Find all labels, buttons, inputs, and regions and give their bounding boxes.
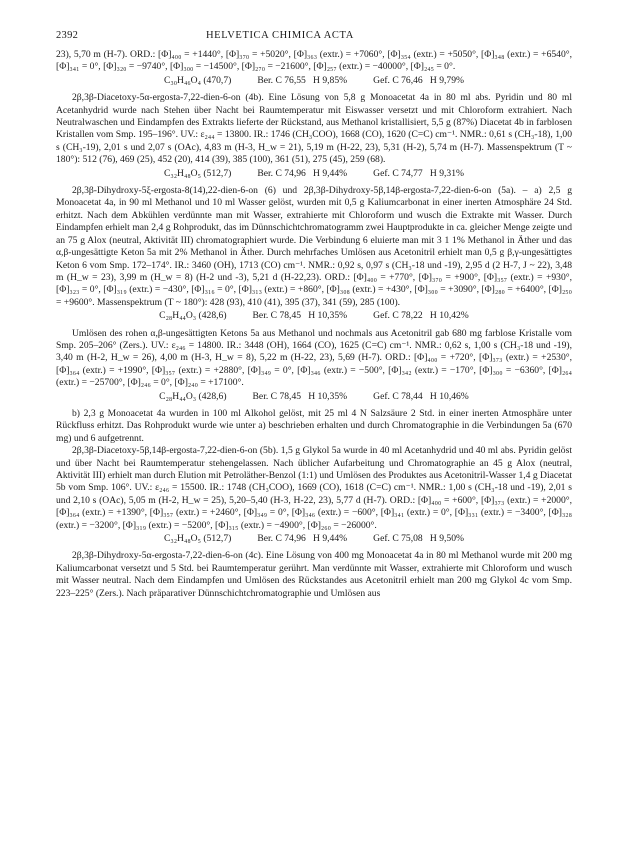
found-values: Gef. C 74,77 H 9,31%	[373, 167, 465, 179]
elemental-analysis	[56, 168, 572, 180]
body-paragraph: 2β,3β-Dihydroxy-5ξ-ergosta-8(14),22-dien-6-on (6) und 2β,3β-Dihydroxy-5β,14β-ergosta-7,22-dien-6-on (5a). – a) 2,5 g Monoacetat 4a, in 90 ml Methanol und 10 ml Wasser gelöst, wurden mit 0,5 g Kaliumcarbonat in einer inerten Atmosphäre 24 Std. erhitzt. Nach dem Abkühlen verdünnte man mit Wasser, extrahierte mit Chloroform und wusch die Extrakte mit Wasser. Durch Eindampfen erhielt man 2,4 g Rohprodukt, das im Dünnschichtchromatogramm zwei Hauptprodukte in ca. gleicher Menge zeigte und an 75 g Alox (neutral, Aktivität III) chromatographiert wurde. Die Verbindung 6 eluierte man mit 3 1 1% Methanol in Äther und das α,β-ungesättigte Keton 5a mit 2% Methanol in Äther. Durch mehrfaches Umlösen aus Acetonitril erhielt man 0,5 g β,γ-ungesättigtes Keton 6 vom Smp. 172–174°. IR.: 3460 (OH), 1713 (CO) cm⁻¹. NMR.: 0,92 s, 0,97 s (CH₃-18 und -19), 2,95 d (2 H-7, J ~ 22), 3,48 m (H_w = 23), 3,99 m (H_w = 8) (H-2 und -3), 5,21 d (H-22,23). ORD.: [Φ]₄₀₀ = +770°, [Φ]₃₇₀ = +900°, [Φ]₃₅₇ (extr.) = +930°, [Φ]₃₂₃ = 0°, [Φ]₃₁₉ (extr.) = −430°, [Φ]₃₁₆ = 0°, [Φ]₃₁₃ (extr.) = +860°, [Φ]₃₀₈ (extr.) = +430°, [Φ]₃₀₀ = +3090°, [Φ]₂₈₀ = +6400°, [Φ]₂₅₀ = +9600°. Massenspektrum (T ~ 180°): 428 (93), 410 (41), 395 (37), 341 (59), 285 (100).	[56, 185, 572, 308]
elemental-analysis	[56, 391, 572, 403]
body-text	[56, 49, 572, 600]
found-values: Gef. C 75,08 H 9,50%	[373, 533, 465, 545]
calculated-values: Ber. C 74,96 H 9,44%	[257, 533, 348, 545]
body-paragraph: 2β,3β-Diacetoxy-5α-ergosta-7,22-dien-6-on (4b). Eine Lösung von 5,8 g Monoacetat 4a in 80 ml abs. Pyridin und 80 ml Acetanhydrid wurde nach Stehen über Nacht bei Raumtemperatur mit Eiswasser versetzt und mit Chloroform extrahiert. Nach Neutralwaschen und Eindampfen des Extrakts lieferte der Rückstand, aus Methanol kristallisiert, 5,5 g (87%) Diacetat 4b in farblosen Kristallen vom Smp. 195–196°. UV.: ε₂₄₄ = 13800. IR.: 1746 (CH₃COO), 1668 (CO), 1620 (C=C) cm⁻¹. NMR.: 0,61 s (CH₃-18), 1,00 s (CH₃-19), 2,01 s und 2,07 s (OAc), 4,83 m (H-3, H_w = 21), 5,19 m (H-22, 23), 5,31 (H-2), 5,74 m (H-7). Massenspektrum (T ~ 180°): 512 (76), 469 (25), 452 (20), 414 (39), 385 (100), 361 (51), 275 (45), 259 (68).	[56, 92, 572, 166]
elemental-analysis	[56, 533, 572, 545]
molecular-formula: C₂₈H₄₄O₃ (428,6)	[159, 390, 227, 402]
molecular-formula: C₃₂H₄₈O₅ (512,7)	[163, 167, 232, 179]
running-header	[56, 30, 572, 41]
calculated-values: Ber. C 78,45 H 10,35%	[252, 310, 348, 322]
body-paragraph: b) 2,3 g Monoacetat 4a wurden in 100 ml Alkohol gelöst, mit 25 ml 4 N Salzsäure 2 Std. in einer inerten Atmosphäre unter Rückfluss erhitzt. Das Rohprodukt wurde wie unter a) beschrieben erhalten und durch Chromatographie in die Verbindungen 5a (670 mg) und 6 aufgetrennt.	[56, 407, 572, 444]
calculated-values: Ber. C 78,45 H 10,35%	[252, 390, 348, 402]
molecular-formula: C₂₈H₄₄O₃ (428,6)	[159, 310, 227, 322]
body-paragraph: 2β,3β-Dihydroxy-5α-ergosta-7,22-dien-6-on (4c). Eine Lösung von 400 mg Monoacetat 4a in 80 ml Methanol wurde mit 200 mg Kaliumcarbonat versetzt und 5 Std. bei Raumtemperatur gerührt. Man verdünnte mit Wasser, extrahierte mit Chloroform und wusch mit Wasser neutral. Nach dem Eindampfen und Umlösen des Rückstandes aus Acetonitril erhielt man 200 mg Glykol 4c vom Smp. 223–225° (Zers.). Nach präparativer Dünnschichtchromatographie und Umlösen aus	[56, 550, 572, 599]
body-paragraph: Umlösen des rohen α,β-ungesättigten Ketons 5a aus Methanol und nochmals aus Acetonitril gab 680 mg farblose Kristalle vom Smp. 205–206° (Zers.). UV.: ε₂₄₆ = 14800. IR.: 3448 (OH), 1664 (CO), 1625 (C=C) cm⁻¹. NMR.: 0,62 s, 1,00 s (CH₃-18 und -19), 3,40 m (H-2, H_w = 26), 4,00 m (H-3, H_w = 8), 5,22 m (H-22, 23), 5,69 (H-7). ORD.: [Φ]₄₀₀ = +720°, [Φ]₃₇₃ (extr.) = +2530°, [Φ]₃₆₄ (extr.) = +1990°, [Φ]₃₅₇ (extr.) = +2880°, [Φ]₃₄₉ = 0°, [Φ]₃₄₆ (extr.) = −500°, [Φ]₃₄₂ (extr.) = −170°, [Φ]₃₀₀ = −6360°, [Φ]₂₆₄ (extr.) = −25700°, [Φ]₂₄₆ = 0°, [Φ]₂₄₀ = +17100°.	[56, 327, 572, 389]
body-paragraph: 23), 5,70 m (H-7). ORD.: [Φ]₄₀₀ = +1440°, [Φ]₃₇₀ = +5020°, [Φ]₃₆₃ (extr.) = +7060°, [Φ]₃₅₄ (extr.) = +5050°, [Φ]₃₄₈ (extr.) = +6540°, [Φ]₃₄₁ = 0°, [Φ]₃₂₀ = −9740°, [Φ]₃₀₀ = −14500°, [Φ]₂₇₀ = −21600°, [Φ]₂₅₇ (extr.) = −40000°, [Φ]₂₄₅ = 0°.	[56, 49, 572, 73]
molecular-formula: C₃₂H₄₈O₅ (512,7)	[163, 533, 232, 545]
molecular-formula: C₃₀H₄₆O₄ (470,7)	[163, 74, 232, 86]
calculated-values: Ber. C 74,96 H 9,44%	[257, 167, 348, 179]
found-values: Gef. C 78,22 H 10,42%	[373, 310, 469, 322]
elemental-analysis	[56, 75, 572, 87]
calculated-values: Ber. C 76,55 H 9,85%	[257, 74, 348, 86]
found-values: Gef. C 78,44 H 10,46%	[373, 390, 469, 402]
body-paragraph: 2β,3β-Diacetoxy-5β,14β-ergosta-7,22-dien-6-on (5b). 1,5 g Glykol 5a wurde in 40 ml Acetanhydrid und 40 ml abs. Pyridin gelöst und über Nacht bei Raumtemperatur stehengelassen. Nach üblicher Aufarbeitung und Chromatographie an 45 g Alox (neutral, Aktivität III) erhielt man durch Elution mit Petroläther-Benzol (1:1) und Umlösen des Produktes aus Acetonitril-Wasser 1,4 g Diacetat 5b vom Smp. 106°. UV.: ε₂₄₆ = 15500. IR.: 1748 (CH₃COO), 1669 (CO), 1618 (C=C) cm⁻¹. NMR.: 1,00 s (CH₃-18 und -19), 2,01 s und 2,10 s (OAc), 5,05 m (H-2, H_w = 25), 5,20–5,40 (H-3, H-22, 23), 5,77 d (H-7). ORD.: [Φ]₄₀₀ = +600°, [Φ]₃₇₃ (extr.) = +2000°, [Φ]₃₆₄ (extr.) = +1390°, [Φ]₃₅₇ (extr.) = +2460°, [Φ]₃₄₉ = 0°, [Φ]₃₄₆ (extr.) = −600°, [Φ]₃₄₁ (extr.) = 0°, [Φ]₃₃₁ (extr.) = −3400°, [Φ]₃₂₈ (extr.) = −3200°, [Φ]₃₁₉ (extr.) = −5200°, [Φ]₃₁₅ (extr.) = −4900°, [Φ]₂₆₀ = −26000°.	[56, 445, 572, 531]
elemental-analysis	[56, 310, 572, 322]
found-values: Gef. C 76,46 H 9,79%	[373, 74, 465, 86]
journal-title: HELVETICA CHIMICA ACTA	[206, 30, 354, 41]
page-number: 2392	[56, 30, 79, 41]
